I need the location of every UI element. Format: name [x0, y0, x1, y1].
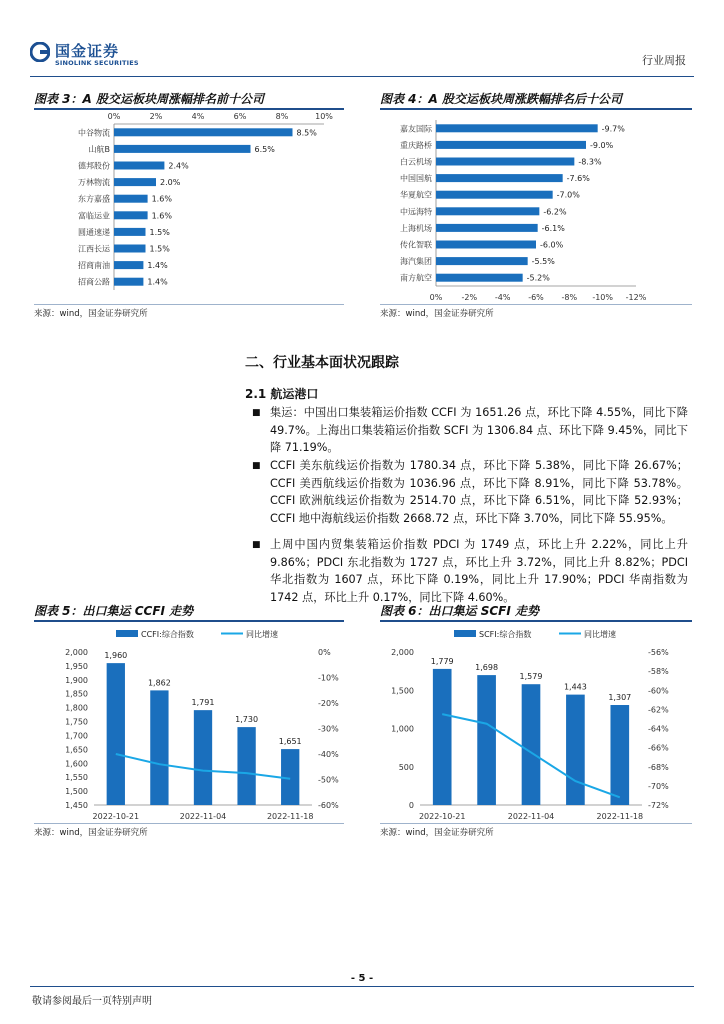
- bullet-marker-2: ■: [252, 461, 261, 471]
- y-right-tick-label: -56%: [648, 648, 669, 657]
- x-tick-label: 2022-10-21: [92, 812, 140, 821]
- y-left-tick-label: 1,550: [65, 773, 88, 783]
- fig5-title: 图表 5：出口集运 CCFI 走势: [34, 602, 344, 622]
- y-right-tick-label: -66%: [648, 743, 669, 753]
- x-tick-label: 8%: [275, 112, 289, 121]
- x-tick-label: 2022-11-18: [266, 812, 314, 821]
- y-left-tick-label: 1,500: [391, 686, 414, 696]
- legend-bar-swatch: [454, 630, 476, 637]
- fig4-source: 来源：wind，国金证券研究所: [380, 309, 494, 319]
- bar: [114, 178, 156, 186]
- bar: [114, 195, 148, 203]
- bar: [610, 705, 629, 805]
- legend-bar-swatch: [116, 630, 138, 637]
- data-label: -5.5%: [531, 257, 555, 267]
- legend-bar-label: SCFI:综合指数: [479, 630, 532, 639]
- x-tick-label: 0%: [429, 293, 443, 302]
- data-label: 1,579: [519, 672, 543, 682]
- x-tick-label: -2%: [461, 293, 478, 302]
- category-label: 招商南油: [78, 261, 110, 271]
- data-label: 1.5%: [149, 227, 170, 237]
- data-label: -9.7%: [601, 124, 625, 134]
- category-label: 中远海特: [400, 207, 432, 217]
- bar: [150, 690, 168, 805]
- y-left-tick-label: 1,900: [65, 675, 88, 685]
- y-right-tick-label: -72%: [648, 801, 669, 810]
- data-label: 2.0%: [160, 178, 181, 188]
- footer-disclaimer: 敬请参阅最后一页特别声明: [32, 996, 152, 1007]
- category-label: 招商公路: [78, 277, 110, 287]
- data-label: -6.1%: [541, 223, 565, 233]
- y-left-tick-label: 1,700: [65, 731, 88, 741]
- bar: [566, 695, 585, 805]
- data-label: 1.6%: [151, 194, 172, 204]
- x-tick-label: 4%: [191, 112, 205, 121]
- fig3-source-rule: [34, 304, 344, 305]
- header-divider: [30, 76, 694, 77]
- y-right-tick-label: -68%: [648, 762, 669, 772]
- y-right-tick-label: -10%: [318, 673, 339, 683]
- data-label: 6.5%: [254, 144, 275, 154]
- y-right-tick-label: -64%: [648, 724, 669, 734]
- category-label: 白云机场: [400, 157, 432, 167]
- x-tick-label: 0%: [107, 112, 121, 121]
- bar: [436, 141, 586, 149]
- fig5-chart: [34, 620, 344, 822]
- bar: [114, 128, 293, 136]
- category-label: 海汽集团: [400, 257, 432, 267]
- x-tick-label: -10%: [592, 293, 614, 302]
- x-tick-label: 2022-11-18: [596, 812, 644, 821]
- x-tick-label: 2%: [149, 112, 163, 121]
- y-left-tick-label: 1,800: [65, 703, 88, 713]
- category-label: 万林物流: [78, 178, 110, 188]
- fig3-chart: [34, 108, 344, 304]
- bar: [114, 245, 146, 253]
- category-label: 嘉友国际: [400, 124, 432, 134]
- footer-divider: [30, 986, 694, 987]
- y-left-tick-label: 1,000: [391, 724, 414, 734]
- data-label: 2.4%: [168, 161, 189, 171]
- bar: [114, 211, 148, 219]
- bar: [436, 191, 553, 199]
- y-right-tick-label: -40%: [318, 750, 339, 759]
- bar: [436, 224, 538, 232]
- bullet-marker-1: ■: [252, 408, 261, 418]
- y-left-tick-label: 1,500: [65, 787, 88, 797]
- data-label: 1,307: [608, 693, 632, 703]
- y-left-tick-label: 1,850: [65, 689, 88, 699]
- y-left-tick-label: 1,950: [65, 661, 88, 671]
- fig3-title: 图表 3：A 股交运板块周涨幅排名前十公司: [34, 90, 344, 110]
- category-label: 中谷物流: [78, 128, 110, 138]
- fig4-chart: [380, 108, 692, 304]
- x-tick-label: 2022-10-21: [418, 812, 466, 821]
- fig4-title: 图表 4：A 股交运板块周涨跌幅排名后十公司: [380, 90, 692, 110]
- bullet-marker-3: ■: [252, 540, 261, 550]
- y-right-tick-label: -58%: [648, 667, 669, 677]
- category-label: 南方航空: [400, 273, 432, 283]
- category-label: 圆通速递: [78, 227, 110, 237]
- fig6-source: 来源：wind，国金证券研究所: [380, 828, 494, 838]
- data-label: 1,443: [563, 682, 587, 692]
- data-label: 1,960: [104, 651, 128, 661]
- data-label: -7.0%: [556, 190, 580, 200]
- y-left-tick-label: 1,600: [65, 759, 88, 769]
- bar: [114, 278, 143, 286]
- x-tick-label: 2022-11-04: [507, 812, 555, 821]
- bar: [114, 228, 146, 236]
- x-tick-label: -4%: [494, 293, 511, 302]
- bar: [114, 162, 164, 170]
- data-label: 1.6%: [151, 211, 172, 221]
- data-label: 1.5%: [149, 244, 170, 254]
- logo-text-en: SINOLINK SECURITIES: [55, 59, 139, 67]
- data-label: -6.2%: [543, 207, 567, 217]
- bar: [114, 145, 251, 153]
- fig5-source: 来源：wind，国金证券研究所: [34, 828, 148, 838]
- y-left-tick-label: 500: [398, 762, 414, 772]
- category-label: 山航B: [88, 144, 110, 154]
- bar: [436, 174, 563, 182]
- bar: [436, 241, 536, 249]
- data-label: -8.3%: [578, 157, 602, 167]
- bar: [436, 257, 528, 265]
- y-right-tick-label: -50%: [318, 775, 339, 785]
- data-label: 1.4%: [147, 261, 168, 271]
- bar: [194, 710, 212, 805]
- bar: [436, 274, 523, 282]
- fig6-chart: [380, 620, 692, 822]
- category-label: 德邦股份: [78, 161, 110, 171]
- fig5-source-rule: [34, 823, 344, 824]
- y-right-tick-label: -70%: [648, 781, 669, 791]
- paragraph-container-freight: [270, 404, 688, 457]
- category-label: 江西长运: [78, 244, 110, 254]
- x-tick-label: 2022-11-04: [179, 812, 227, 821]
- y-left-tick-label: 2,000: [391, 648, 414, 657]
- y-left-tick-label: 1,650: [65, 745, 88, 755]
- data-label: 1.4%: [147, 277, 168, 287]
- data-label: -9.0%: [590, 140, 614, 150]
- y-right-tick-label: -60%: [648, 686, 669, 696]
- bar: [436, 124, 598, 132]
- bar: [522, 684, 541, 805]
- data-label: 1,791: [191, 698, 215, 708]
- y-right-tick-label: -20%: [318, 699, 339, 708]
- category-label: 重庆路桥: [400, 140, 432, 150]
- fig6-source-rule: [380, 823, 692, 824]
- company-logo-icon: [30, 42, 50, 62]
- report-type: 行业周报: [642, 54, 686, 67]
- legend-bar-label: CCFI:综合指数: [141, 630, 194, 639]
- x-tick-label: 6%: [233, 112, 247, 121]
- fig3-source: 来源：wind，国金证券研究所: [34, 309, 148, 319]
- y-left-tick-label: 1,450: [65, 801, 88, 810]
- fig4-source-rule: [380, 304, 692, 305]
- y-right-tick-label: -60%: [318, 801, 339, 810]
- data-label: 1,651: [278, 737, 302, 747]
- data-label: -7.6%: [566, 174, 590, 184]
- category-label: 中国国航: [400, 174, 432, 184]
- paragraph-container-freight: 集运：中国出口集装箱运价指数 CCFI 为 1651.26 点，环比下降 4.55%，同比下降 49.7%。上海出口集装箱运价指数 SCFI 为 1306.84 点、环比下降 9.45%，同比下降 71.19%。: [270, 406, 688, 454]
- category-label: 华夏航空: [400, 190, 432, 200]
- subsection-title: 2.1 航运港口: [245, 387, 319, 401]
- data-label: -5.2%: [526, 273, 550, 283]
- legend-line-label: 同比增速: [584, 630, 616, 639]
- x-tick-label: -6%: [528, 293, 544, 302]
- data-label: 1,698: [475, 663, 499, 673]
- bar: [237, 727, 255, 805]
- data-label: 1,862: [147, 678, 171, 688]
- y-right-tick-label: 0%: [318, 648, 331, 657]
- logo-text-cn: 国金证券: [55, 42, 120, 60]
- page-number: - 5 -: [350, 973, 374, 984]
- bar: [433, 669, 452, 805]
- y-right-tick-label: -30%: [318, 724, 339, 734]
- x-tick-label: -12%: [625, 293, 647, 302]
- fig6-title: 图表 6：出口集运 SCFI 走势: [380, 602, 692, 622]
- y-left-tick-label: 0: [408, 801, 414, 810]
- x-tick-label: -8%: [561, 293, 578, 302]
- bar: [477, 675, 496, 805]
- data-label: 8.5%: [296, 128, 317, 138]
- category-label: 传化智联: [400, 240, 432, 250]
- category-label: 富临运业: [78, 211, 110, 221]
- data-label: 1,779: [430, 656, 454, 666]
- y-right-tick-label: -62%: [648, 705, 669, 715]
- legend-line-label: 同比增速: [246, 630, 278, 639]
- bar: [436, 158, 574, 166]
- bar: [436, 207, 539, 215]
- data-label: -6.0%: [540, 240, 564, 250]
- x-tick-label: 10%: [315, 112, 333, 121]
- section-title: 二、行业基本面状况跟踪: [245, 355, 399, 371]
- category-label: 上海机场: [400, 223, 432, 233]
- paragraph-pdci: 上周中国内贸集装箱运价指数 PDCI 为 1749 点，环比上升 2.22%，同比上升 9.86%；PDCI 东北指数为 1727 点，环比上升 3.72%，同比上升 8.82%；PDCI 华北指数为 1607 点，环比下降 0.19%，同比上升 17.90%；PDCI 华南指数为 1742 点，环比上升 0.17%，同比下降 4.60%。: [270, 538, 688, 604]
- paragraph-ccfi-routes: CCFI 美东航线运价指数为 1780.34 点，环比下降 5.38%，同比下降 26.67%；CCFI 美西航线运价指数为 1036.96 点，环比下降 8.91%，同比下降 53.78%。CCFI 欧洲航线运价指数为 2514.70 点，环比下降 6.51%，同比下降 52.93%；CCFI 地中海航线运价指数 2668.72 点，环比下降 3.70%，同比下降 55.95%。: [270, 459, 688, 525]
- bar: [114, 261, 143, 269]
- bar: [107, 663, 125, 805]
- category-label: 东方嘉盛: [78, 194, 110, 204]
- y-left-tick-label: 2,000: [65, 648, 88, 657]
- data-label: 1,730: [235, 715, 259, 725]
- y-left-tick-label: 1,750: [65, 717, 88, 727]
